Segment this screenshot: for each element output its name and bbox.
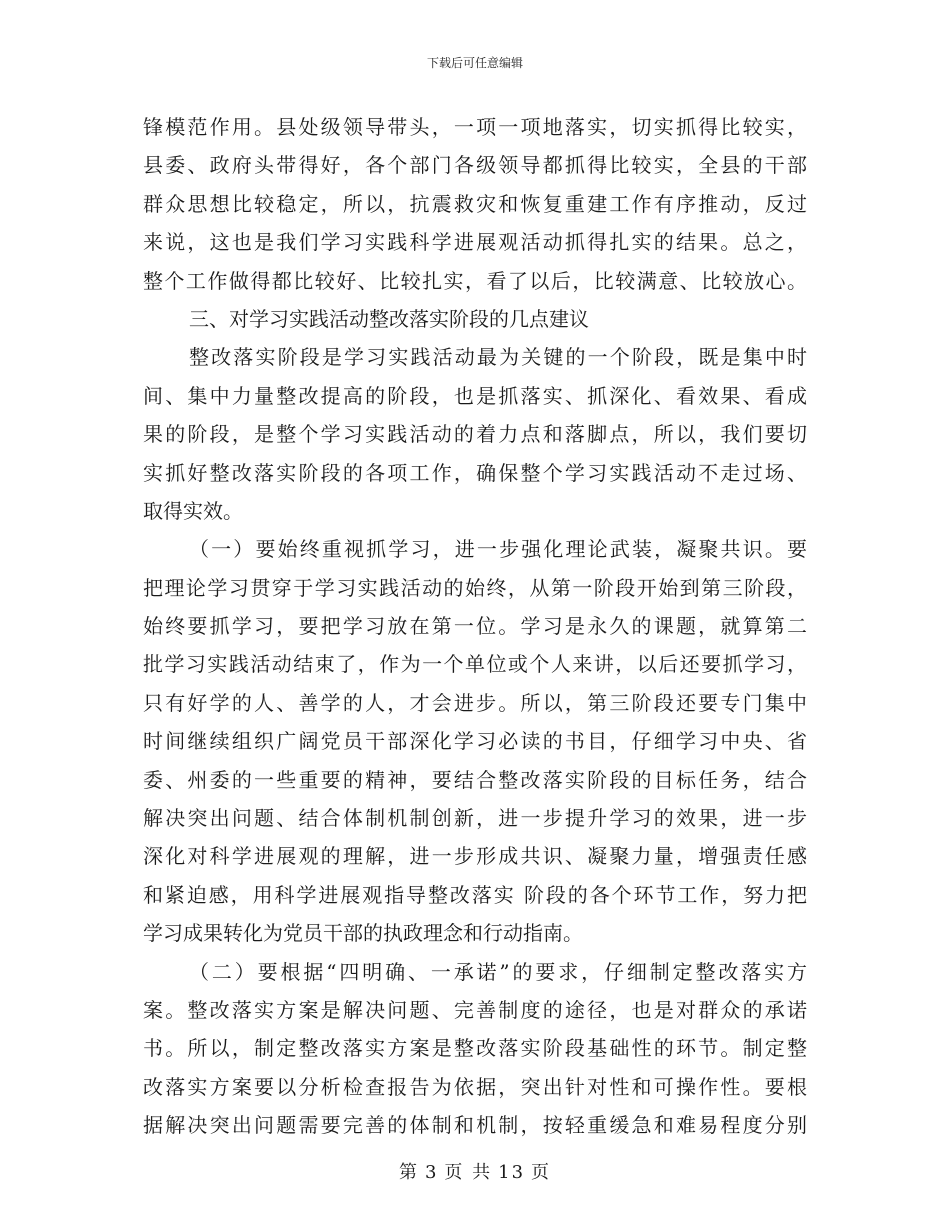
text-line: 解决突出问题、结合体制机制创新，进一步提升学习的效果，进一步: [143, 806, 807, 831]
text-line: 只有好学的人、善学的人，才会进步。所以，第三阶段还要专门集中: [143, 690, 807, 715]
text-line: 委、州委的一些重要的精神，要结合整改落实阶段的目标任务，结合: [143, 767, 807, 792]
page-footer: [0, 1158, 950, 1184]
text-line: 时间继续组织广阔党员干部深化学习必读的书目，仔细学习中央、省: [143, 729, 807, 754]
text-line: 案。整改落实方案是解决问题、完善制度的途径，也是对群众的承诺: [143, 997, 807, 1022]
text-line: 据解决突出问题需要完善的体制和机制，按轻重缓急和难易程度分别: [143, 1113, 807, 1138]
page-header-note: 下载后可任意编辑: [426, 56, 523, 70]
text-line: 把理论学习贯穿于学习实践活动的始终，从第一阶段开始到第三阶段，: [143, 575, 807, 600]
text-line: 始终要抓学习，要把学习放在第一位。学习是永久的课题，就算第二: [143, 614, 807, 639]
text-line: 整改落实阶段是学习实践活动最为关键的一个阶段，既是集中时: [189, 345, 807, 370]
text-line: 来说，这也是我们学习实践科学进展观活动抓得扎实的结果。总之，: [143, 230, 807, 255]
text-line: 实抓好整改落实阶段的各项工作，确保整个学习实践活动不走过场、: [143, 460, 807, 485]
page-number-prefix: 第: [398, 1162, 419, 1183]
page-number-middle: 页 共: [444, 1162, 493, 1183]
text-line: 批学习实践活动结束了，作为一个单位或个人来讲，以后还要抓学习，: [143, 652, 807, 677]
total-page-count: 13: [498, 1162, 526, 1183]
page-number-suffix: 页: [531, 1162, 552, 1183]
text-line: 取得实效。: [143, 498, 243, 523]
text-line: 县委、政府头带得好，各个部门各级领导都抓得比较实，全县的干部: [143, 153, 807, 178]
text-line: 改落实方案要以分析检查报告为依据，突出针对性和可操作性。要根: [143, 1074, 807, 1099]
text-line: 书。所以，制定整改落实方案是整改落实阶段基础性的环节。制定整: [143, 1036, 807, 1061]
text-line: 果的阶段，是整个学习实践活动的着力点和落脚点，所以，我们要切: [143, 422, 807, 447]
subsection-line: （二）要根据“四明确、一承诺”的要求，仔细制定整改落实方: [189, 959, 807, 984]
text-line: 群众思想比较稳定，所以，抗震救灾和恢复重建工作有序推动，反过: [143, 191, 807, 216]
text-line: 锋模范作用。县处级领导带头，一项一项地落实，切实抓得比较实，: [143, 115, 807, 139]
document-body: [143, 108, 807, 1145]
current-page-number: 3: [424, 1162, 439, 1183]
text-line: 深化对科学进展观的理解，进一步形成共识、凝聚力量，增强责任感: [143, 844, 807, 869]
text-line: 间、集中力量整改提高的阶段，也是抓落实、抓深化、看效果、看成: [143, 383, 807, 408]
text-line: 学习成果转化为党员干部的执政理念和行动指南。: [143, 921, 583, 946]
text-line: 整个工作做得都比较好、比较扎实，看了以后，比较满意、比较放心。: [143, 268, 807, 293]
text-line: 和紧迫感，用科学进展观指导整改落实 阶段的各个环节工作，努力把: [143, 882, 807, 907]
subsection-line: （一）要始终重视抓学习，进一步强化理论武装，凝聚共识。要: [189, 537, 807, 562]
section-heading: 三、对学习实践活动整改落实阶段的几点建议: [189, 306, 589, 331]
